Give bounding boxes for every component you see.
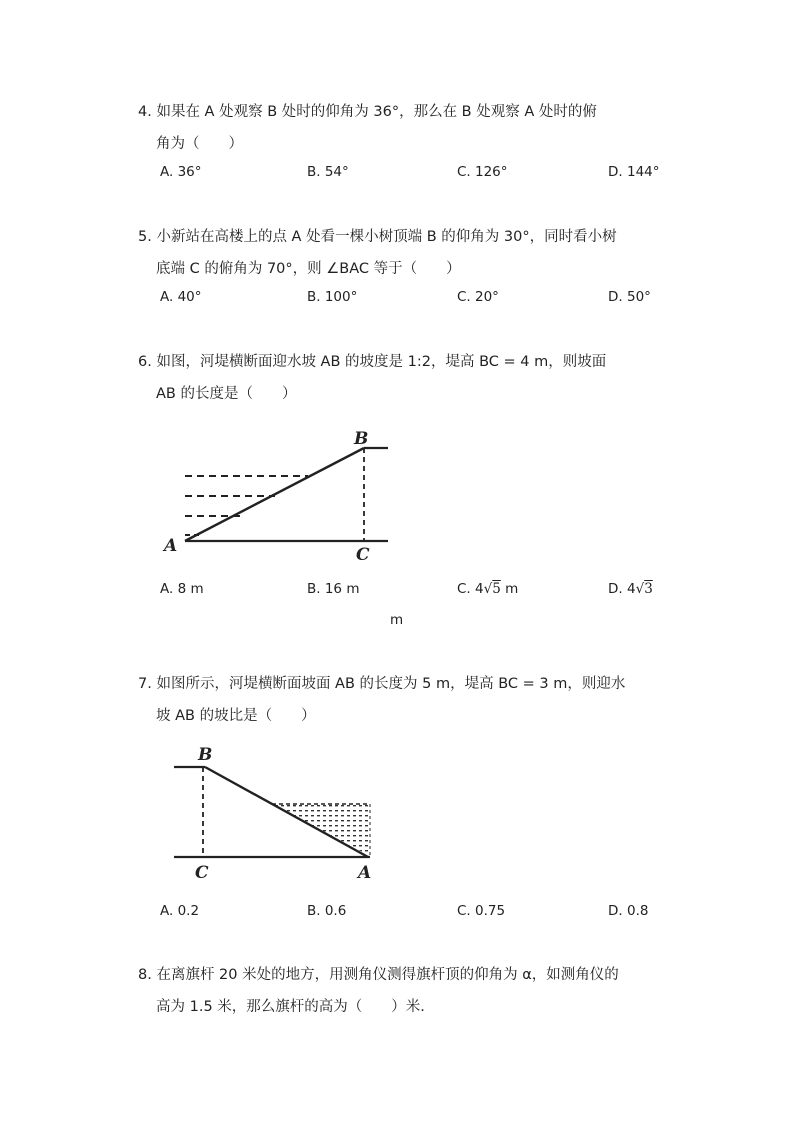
question-text: 在离旗杆 20 米处的地方，用测角仪测得旗杆顶的仰角为 α，如测角仪的 bbox=[156, 967, 619, 983]
question-text-line: 角为（ ） bbox=[156, 136, 243, 152]
slope-diagram-q6 bbox=[160, 425, 400, 570]
option-d[interactable]: D. 144° bbox=[608, 164, 660, 180]
question-text: 小新站在高楼上的点 A 处看一棵小树顶端 B 的仰角为 30°，同时看小树 bbox=[156, 229, 617, 245]
question-text-line bbox=[138, 668, 678, 700]
question-7 bbox=[138, 668, 678, 732]
label-b: B bbox=[354, 429, 369, 449]
question-number: 7. bbox=[138, 676, 152, 692]
label-b: B bbox=[198, 745, 213, 765]
question-text-line: 底端 C 的俯角为 70°，则 ∠BAC 等于（ ） bbox=[156, 261, 461, 277]
option-b[interactable]: B. 100° bbox=[307, 289, 358, 305]
option-c[interactable]: C. 0.75 bbox=[457, 903, 506, 919]
question-number: 6. bbox=[138, 354, 152, 370]
option-d[interactable] bbox=[608, 581, 653, 597]
question-8 bbox=[138, 959, 678, 1023]
question-number: 5. bbox=[138, 229, 152, 245]
slope-diagram-q7 bbox=[160, 738, 385, 883]
label-a: A bbox=[358, 863, 372, 883]
question-6 bbox=[138, 346, 678, 410]
question-text-line: 坡 AB 的坡比是（ ） bbox=[156, 708, 316, 724]
option-c[interactable]: C. 20° bbox=[457, 289, 499, 305]
question-5 bbox=[138, 221, 678, 285]
option-d-text: D. 4 bbox=[608, 581, 636, 597]
question-4 bbox=[138, 96, 678, 160]
question-text-line bbox=[138, 96, 678, 128]
answer-options-q7 bbox=[160, 903, 680, 927]
question-number: 4. bbox=[138, 104, 152, 120]
question-text-line bbox=[138, 346, 678, 378]
sqrt-symbol: √3 bbox=[635, 581, 653, 597]
option-c-text: C. 4 bbox=[457, 581, 484, 597]
option-b[interactable]: B. 16 m bbox=[307, 581, 360, 597]
label-c: C bbox=[356, 545, 370, 565]
option-c[interactable] bbox=[457, 581, 518, 597]
option-a[interactable]: A. 36° bbox=[160, 164, 202, 180]
radicand: 3 bbox=[644, 581, 653, 597]
question-number: 8. bbox=[138, 967, 152, 983]
option-b[interactable]: B. 54° bbox=[307, 164, 349, 180]
sqrt-symbol: √5 bbox=[483, 581, 501, 597]
answer-options-q4 bbox=[160, 164, 680, 188]
option-a[interactable]: A. 0.2 bbox=[160, 903, 200, 919]
question-text-line: 高为 1.5 米，那么旗杆的高为（ ）米. bbox=[156, 999, 425, 1015]
option-a[interactable]: A. 40° bbox=[160, 289, 202, 305]
answer-options-q5 bbox=[160, 289, 680, 313]
option-d-unit: m bbox=[390, 612, 404, 628]
label-a: A bbox=[164, 536, 178, 556]
option-c[interactable]: C. 126° bbox=[457, 164, 508, 180]
question-text-line bbox=[138, 221, 678, 253]
radicand: 5 bbox=[492, 581, 501, 597]
option-b[interactable]: B. 0.6 bbox=[307, 903, 347, 919]
question-text: 如图所示，河堤横断面坡面 AB 的长度为 5 m，堤高 BC = 3 m，则迎水 bbox=[156, 676, 626, 692]
option-d[interactable]: D. 50° bbox=[608, 289, 651, 305]
question-text-line bbox=[138, 959, 678, 991]
question-text: 如果在 A 处观察 B 处时的仰角为 36°，那么在 B 处观察 A 处时的俯 bbox=[156, 104, 597, 120]
option-c-unit: m bbox=[505, 581, 519, 597]
option-a[interactable]: A. 8 m bbox=[160, 581, 204, 597]
question-text: 如图，河堤横断面迎水坡 AB 的坡度是 1:2，堤高 BC = 4 m，则坡面 bbox=[156, 354, 607, 370]
option-d[interactable]: D. 0.8 bbox=[608, 903, 649, 919]
answer-options-q6 bbox=[160, 581, 680, 605]
label-c: C bbox=[195, 863, 209, 883]
question-text-line: AB 的长度是（ ） bbox=[156, 386, 297, 402]
